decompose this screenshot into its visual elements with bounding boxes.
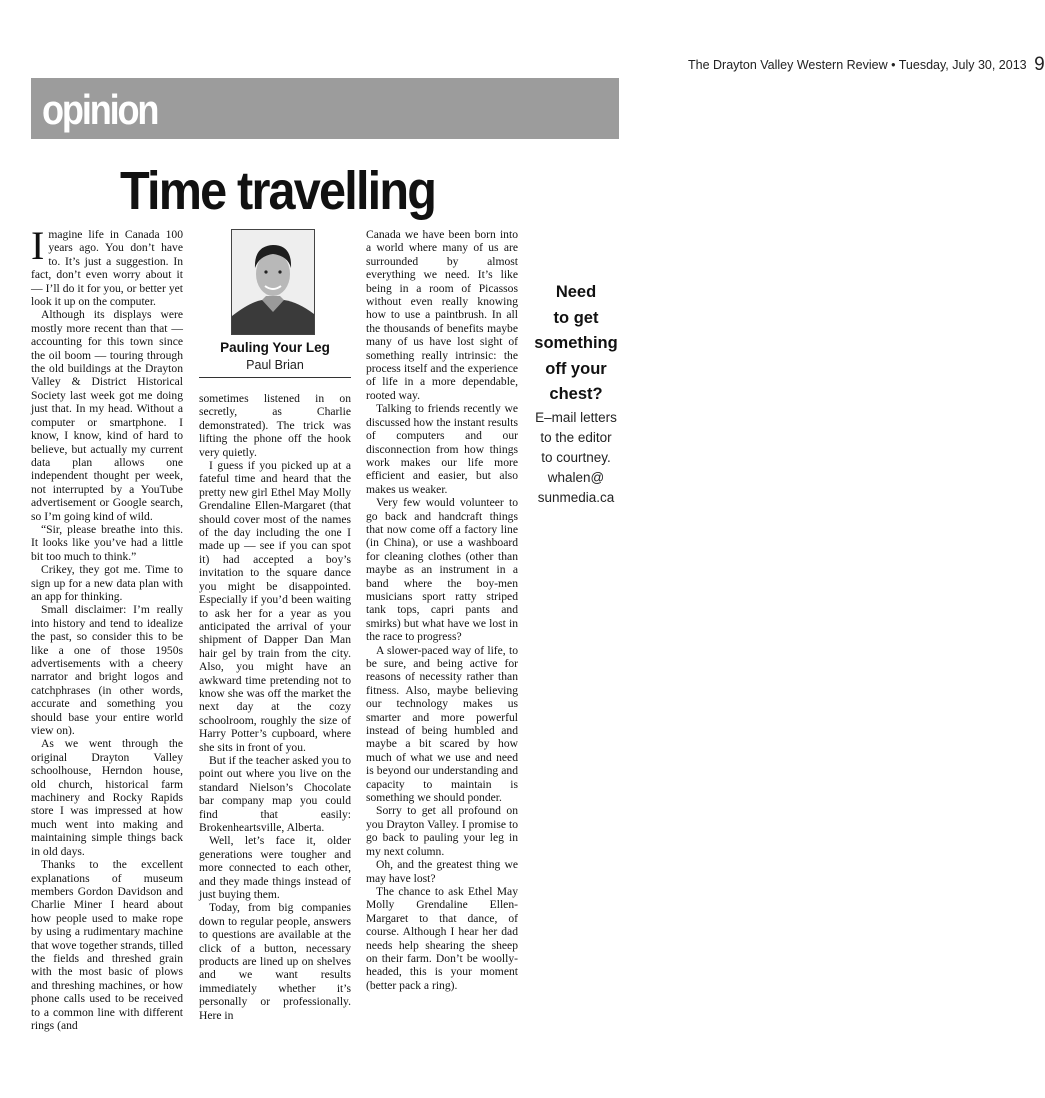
sidebar-heading — [526, 280, 626, 408]
paragraph: Canada we have been born into a world where many of us are surrounded by almost everything we need. It’s like being in a room of Picassos without even really knowing how to use a paintbrush. In all the thousands of benefits maybe many of us have lost sight of something really intrinsic: the process itself and the experience of life in a more dependable, rooted way. — [366, 228, 518, 402]
paragraph: Oh, and the greatest thing we may have lost? — [366, 858, 518, 885]
article-headline: Time travelling — [120, 161, 436, 221]
paragraph: Small disclaimer: I’m really into history and tend to idealize the past, so consider this to be like a one of those 1950s advertisements with a cheery narrator and bright logos and catchphrases (in other words, accurate and something you should base your entire world view on). — [31, 603, 183, 738]
article-column-1 — [31, 223, 183, 1068]
sidebar-heading-line: to get — [553, 308, 599, 327]
paragraph: Sorry to get all profound on you Drayton Valley. I promise to go back to pauling your leg in my next column. — [366, 804, 518, 858]
sidebar-body-line: E–mail letters — [535, 409, 617, 425]
sidebar-body — [526, 408, 626, 508]
sidebar-body-line: sunmedia.ca — [537, 489, 615, 505]
paragraph: Very few would volunteer to go back and handcraft things that now come off a factory line (in China), or use a washboard for cleaning clothes (other than maybe as an instrument in a band where the boy-men musicians sport ratty striped tank tops, capri pants and smirks) but what have we lost in the race to progress? — [366, 496, 518, 644]
sidebar-body-line: to the editor — [540, 429, 612, 445]
section-banner — [31, 78, 619, 139]
paragraph: Talking to friends recently we discussed how the instant results of computers and our disconnection from how things work makes our life more efficient and easier, but also makes us weaker. — [366, 402, 518, 496]
section-label: opinion — [42, 86, 158, 133]
paragraph: The chance to ask Ethel May Molly Grendaline Ellen-Margaret to that dance, of course. Although I hear her dad needs help shearing the sheep on their farm. Don’t be woolly-headed, this is your moment (better pack a ring). — [366, 884, 518, 992]
columnist-photo — [231, 229, 315, 335]
page-number: 9 — [1034, 54, 1045, 75]
paragraph: sometimes listened in on secretly, as Charlie demonstrated). The trick was lifting the phone off the hook very quietly. — [199, 392, 351, 459]
paragraph: But if the teacher asked you to point out where you live on the standard Nielson’s Chocolate bar company map you could find that easily: Brokenheartsville, Alberta. — [199, 753, 351, 834]
publication-name: The Drayton Valley Western Review — [688, 58, 888, 72]
lead-paragraph — [31, 223, 183, 309]
letters-sidebar — [526, 280, 626, 508]
paragraph: A slower-paced way of life, to be sure, and being active for reasons of necessity rather than fitness. Also, maybe believing our technology makes us smarter and more powerful instead of being humbled and maybe a bit scared by how much of what we use and need is beyond our understanding and capacity to maintain is something we should ponder. — [366, 643, 518, 805]
sidebar-heading-line: something — [534, 334, 618, 352]
article-column-3 — [366, 228, 518, 1068]
paragraph: Although its displays were mostly more recent than that — accounting for this town since the oil boom — touring through the old buildings at the Drayton Valley & District Historical Society last week got me doing just that. In my head. Without a computer or smartphone. I know, I know, kind of hard to believe, but actually my current data plan allows one independent thought per week, not interrupted by a YouTube advertisement or Google search, so I’m going kind of wild. — [31, 308, 183, 523]
byline-divider — [199, 377, 351, 378]
lead-paragraph-text: magine life in Canada 100 years ago. You don’t have to. It’s just a suggestion. In fact, don’t even worry about it — I’ll do it for you, or better yet look it up on the computer. — [31, 228, 183, 309]
folio-separator: • — [891, 58, 896, 72]
sidebar-heading-line: Need — [555, 283, 597, 301]
article-column-2 — [199, 392, 351, 1068]
headshot-image — [232, 230, 314, 334]
paragraph: Today, from big companies down to regular people, answers to questions are available at the click of a button, necessary products are lined up on shelves and we want results immediately whether it’s personally or professionally. Here in — [199, 901, 351, 1022]
issue-date: Tuesday, July 30, 2013 — [898, 58, 1027, 72]
paragraph: “Sir, please breathe into this. It looks like you’ve had a little bit too much to think.” — [31, 522, 183, 563]
paragraph: Well, let’s face it, older generations were tougher and more connected to each other, and they made things instead of just buying them. — [199, 834, 351, 902]
column-name: Pauling Your Leg — [220, 340, 330, 355]
paragraph: I guess if you picked up at a fateful time and heard that the pretty new girl Ethel May Molly Grendaline Ellen-Margaret (that should cover most of the names of the day including the one I made up — see if you can spot it) had accepted a boy’s invitation to the square dance you might be disappointed. Especially if you’d been waiting to ask her for a year as you anticipated the arrival of your shipment of Dapper Dan Man hair gel by train from the city. Also, you might have an awkward time pretending not to know she was off the market the next day at the cozy schoolroom, roughly the size of Harry Potter’s cupboard, where she sits in front of you. — [199, 459, 351, 754]
sidebar-body-line: to courtney. — [541, 449, 611, 465]
paragraph: Crikey, they got me. Time to sign up for a new data plan with an app for thinking. — [31, 563, 183, 603]
author-name: Paul Brian — [246, 358, 304, 372]
sidebar-heading-line: off your — [545, 359, 607, 378]
sidebar-heading-line: chest? — [549, 385, 603, 403]
paragraph: Thanks to the excellent explanations of museum members Gordon Davidson and Charlie Miner I heard about how people used to make rope by using a rudimentary machine that wove together strands, tilled the fields and threshed grain with the most basic of plows and threshing machines, or how phone calls used to be received to a common line with different rings (and — [31, 858, 183, 1032]
sidebar-body-line: whalen@ — [547, 469, 605, 485]
paragraph: As we went through the original Drayton Valley schoolhouse, Herndon house, old church, historical farm machinery and Rocky Rapids store I was impressed at how much went into making and maintaining simple things back in old days. — [31, 737, 183, 858]
page-folio — [688, 54, 1045, 76]
drop-cap: I — [31, 223, 45, 268]
